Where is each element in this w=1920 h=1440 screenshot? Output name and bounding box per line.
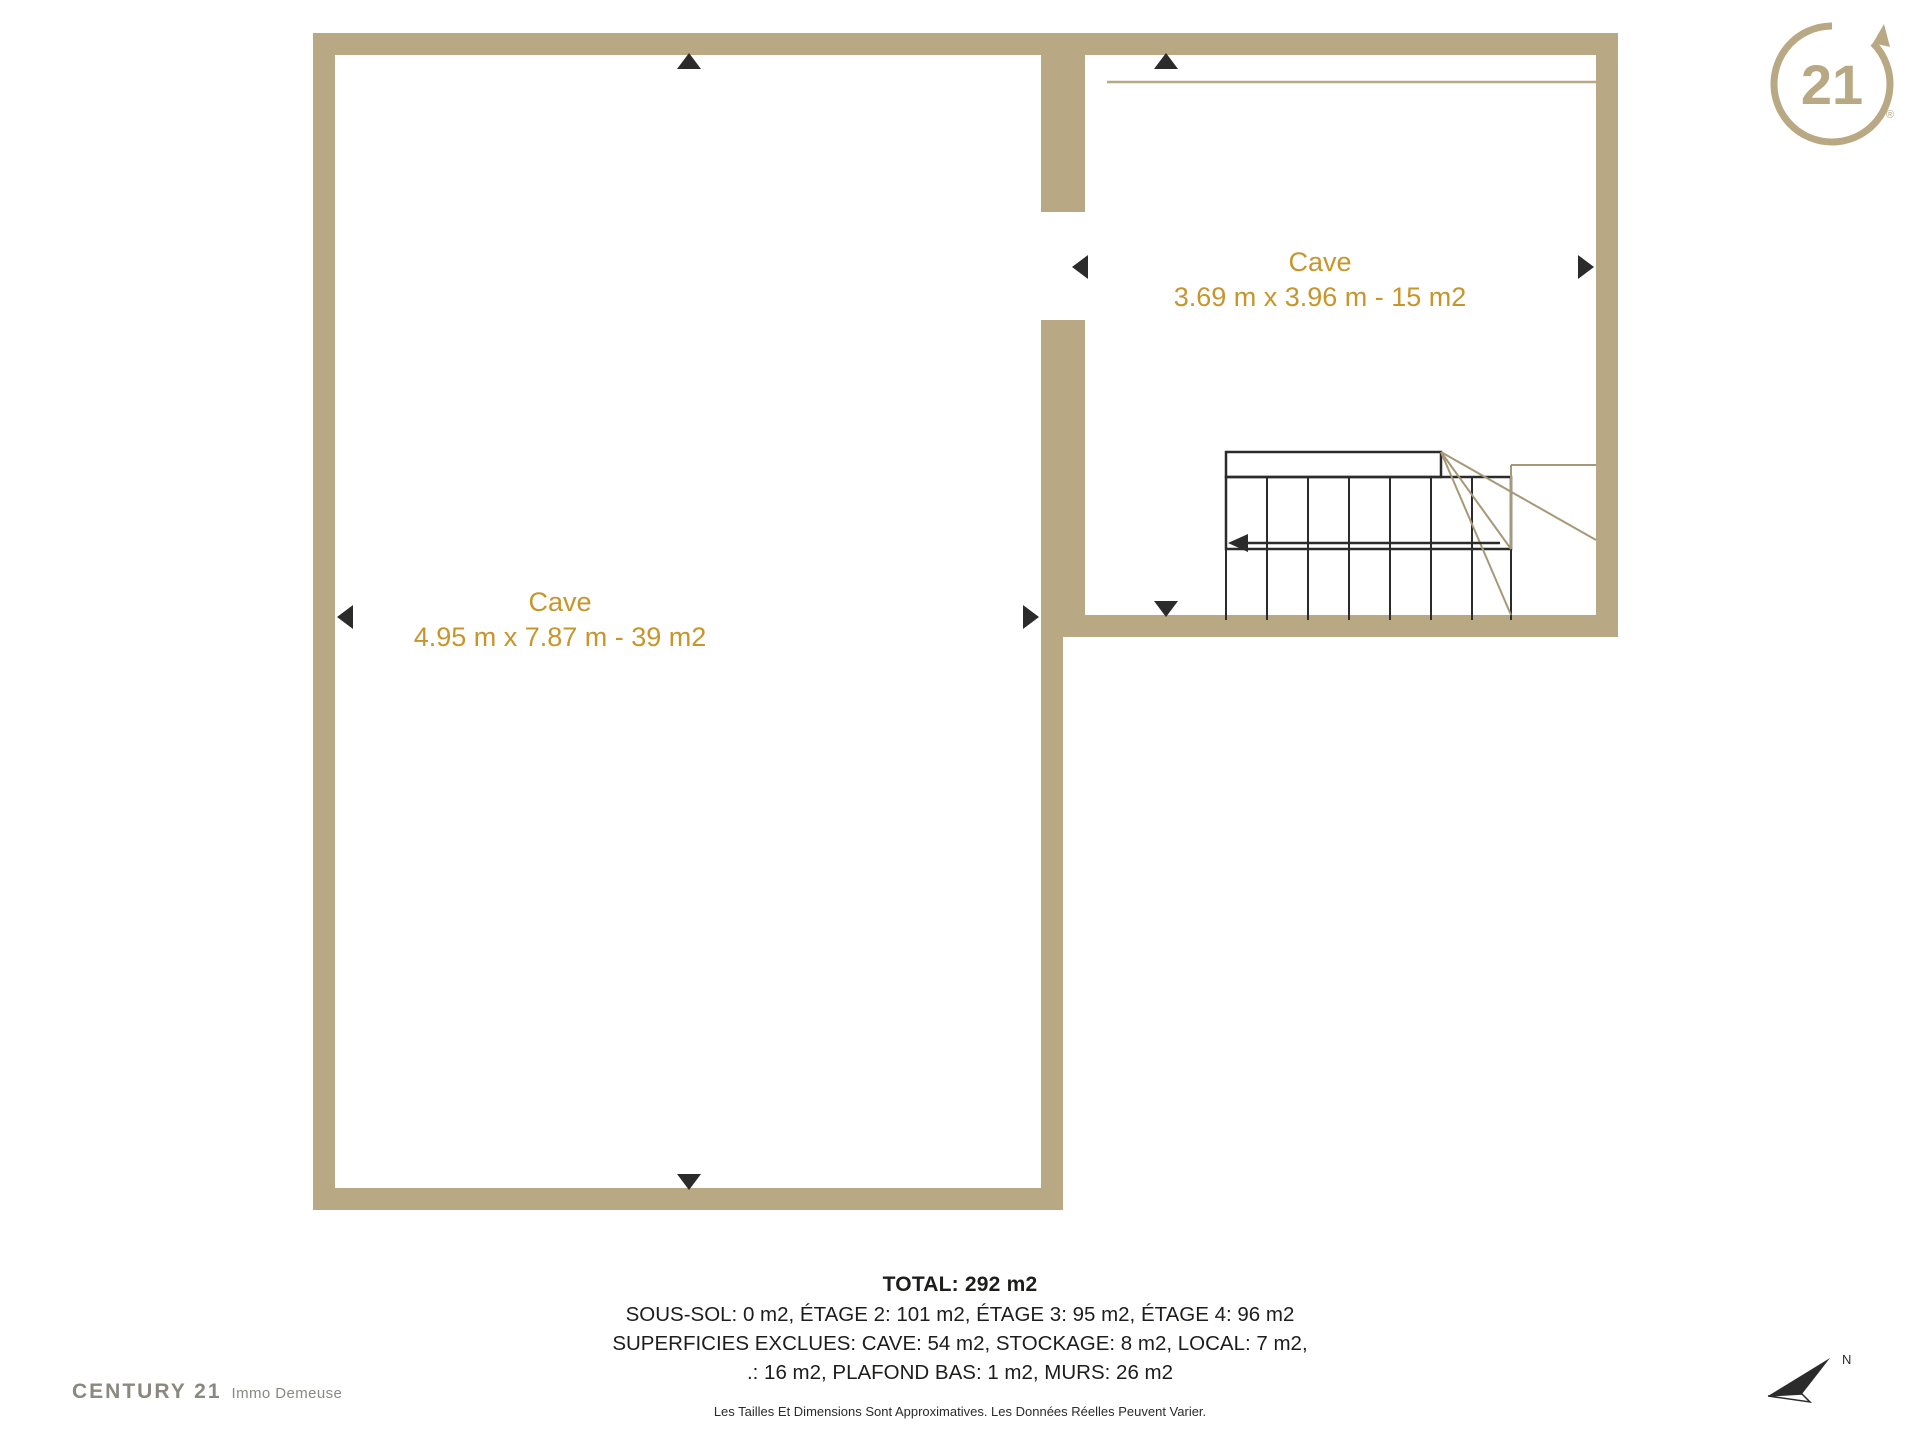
levels-breakdown: SOUS-SOL: 0 m2, ÉTAGE 2: 101 m2, ÉTAGE 3: 95 m2, ÉTAGE 4: 96 m2	[625, 1303, 1295, 1326]
opening-marker-bottom-main	[677, 1174, 701, 1190]
room-name: Cave	[528, 587, 592, 617]
room-dimensions: 3.69 m x 3.96 m - 15 m2	[1173, 282, 1467, 312]
opening-marker-right-right-room	[1578, 255, 1594, 279]
room-name: Cave	[1288, 247, 1352, 277]
logo-trademark: ®	[1885, 109, 1895, 121]
century21-circle-logo-icon	[1766, 18, 1898, 150]
compass-needle-light	[1768, 1394, 1810, 1402]
room-dimensions: 4.95 m x 7.87 m - 39 m2	[413, 622, 707, 652]
staircase	[1226, 452, 1596, 620]
room-label-cave-small	[1080, 245, 1560, 315]
opening-marker-top-right	[1154, 53, 1178, 69]
wall-right-room	[1063, 33, 1618, 637]
compass-label: N	[1842, 1352, 1852, 1367]
opening-marker-right-main	[1023, 605, 1039, 629]
north-arrow-icon	[1764, 1350, 1860, 1406]
total-area-label: TOTAL: 292 m2	[882, 1273, 1038, 1296]
opening-marker-bottom-right	[1154, 601, 1178, 617]
logo-tail	[1873, 24, 1890, 47]
excluded-areas-line-1: SUPERFICIES EXCLUES: CAVE: 54 m2, STOCKAGE: 8 m2, LOCAL: 7 m2,	[612, 1332, 1308, 1355]
agency-name: Immo Demeuse	[231, 1385, 343, 1402]
excluded-areas-line-2: .: 16 m2, PLAFOND BAS: 1 m2, MURS: 26 m2	[746, 1361, 1174, 1384]
disclaimer-text: Les Tailles Et Dimensions Sont Approximatives. Les Données Réelles Peuvent Varier.	[713, 1404, 1207, 1419]
stair-landing	[1226, 452, 1441, 477]
brand-name: CENTURY 21	[72, 1380, 222, 1403]
brand-wordmark	[72, 1380, 342, 1404]
compass-needle-dark	[1768, 1358, 1830, 1396]
opening-marker-top-main	[677, 53, 701, 69]
logo-number: 21	[1800, 53, 1864, 116]
room-label-cave-main	[310, 585, 810, 655]
